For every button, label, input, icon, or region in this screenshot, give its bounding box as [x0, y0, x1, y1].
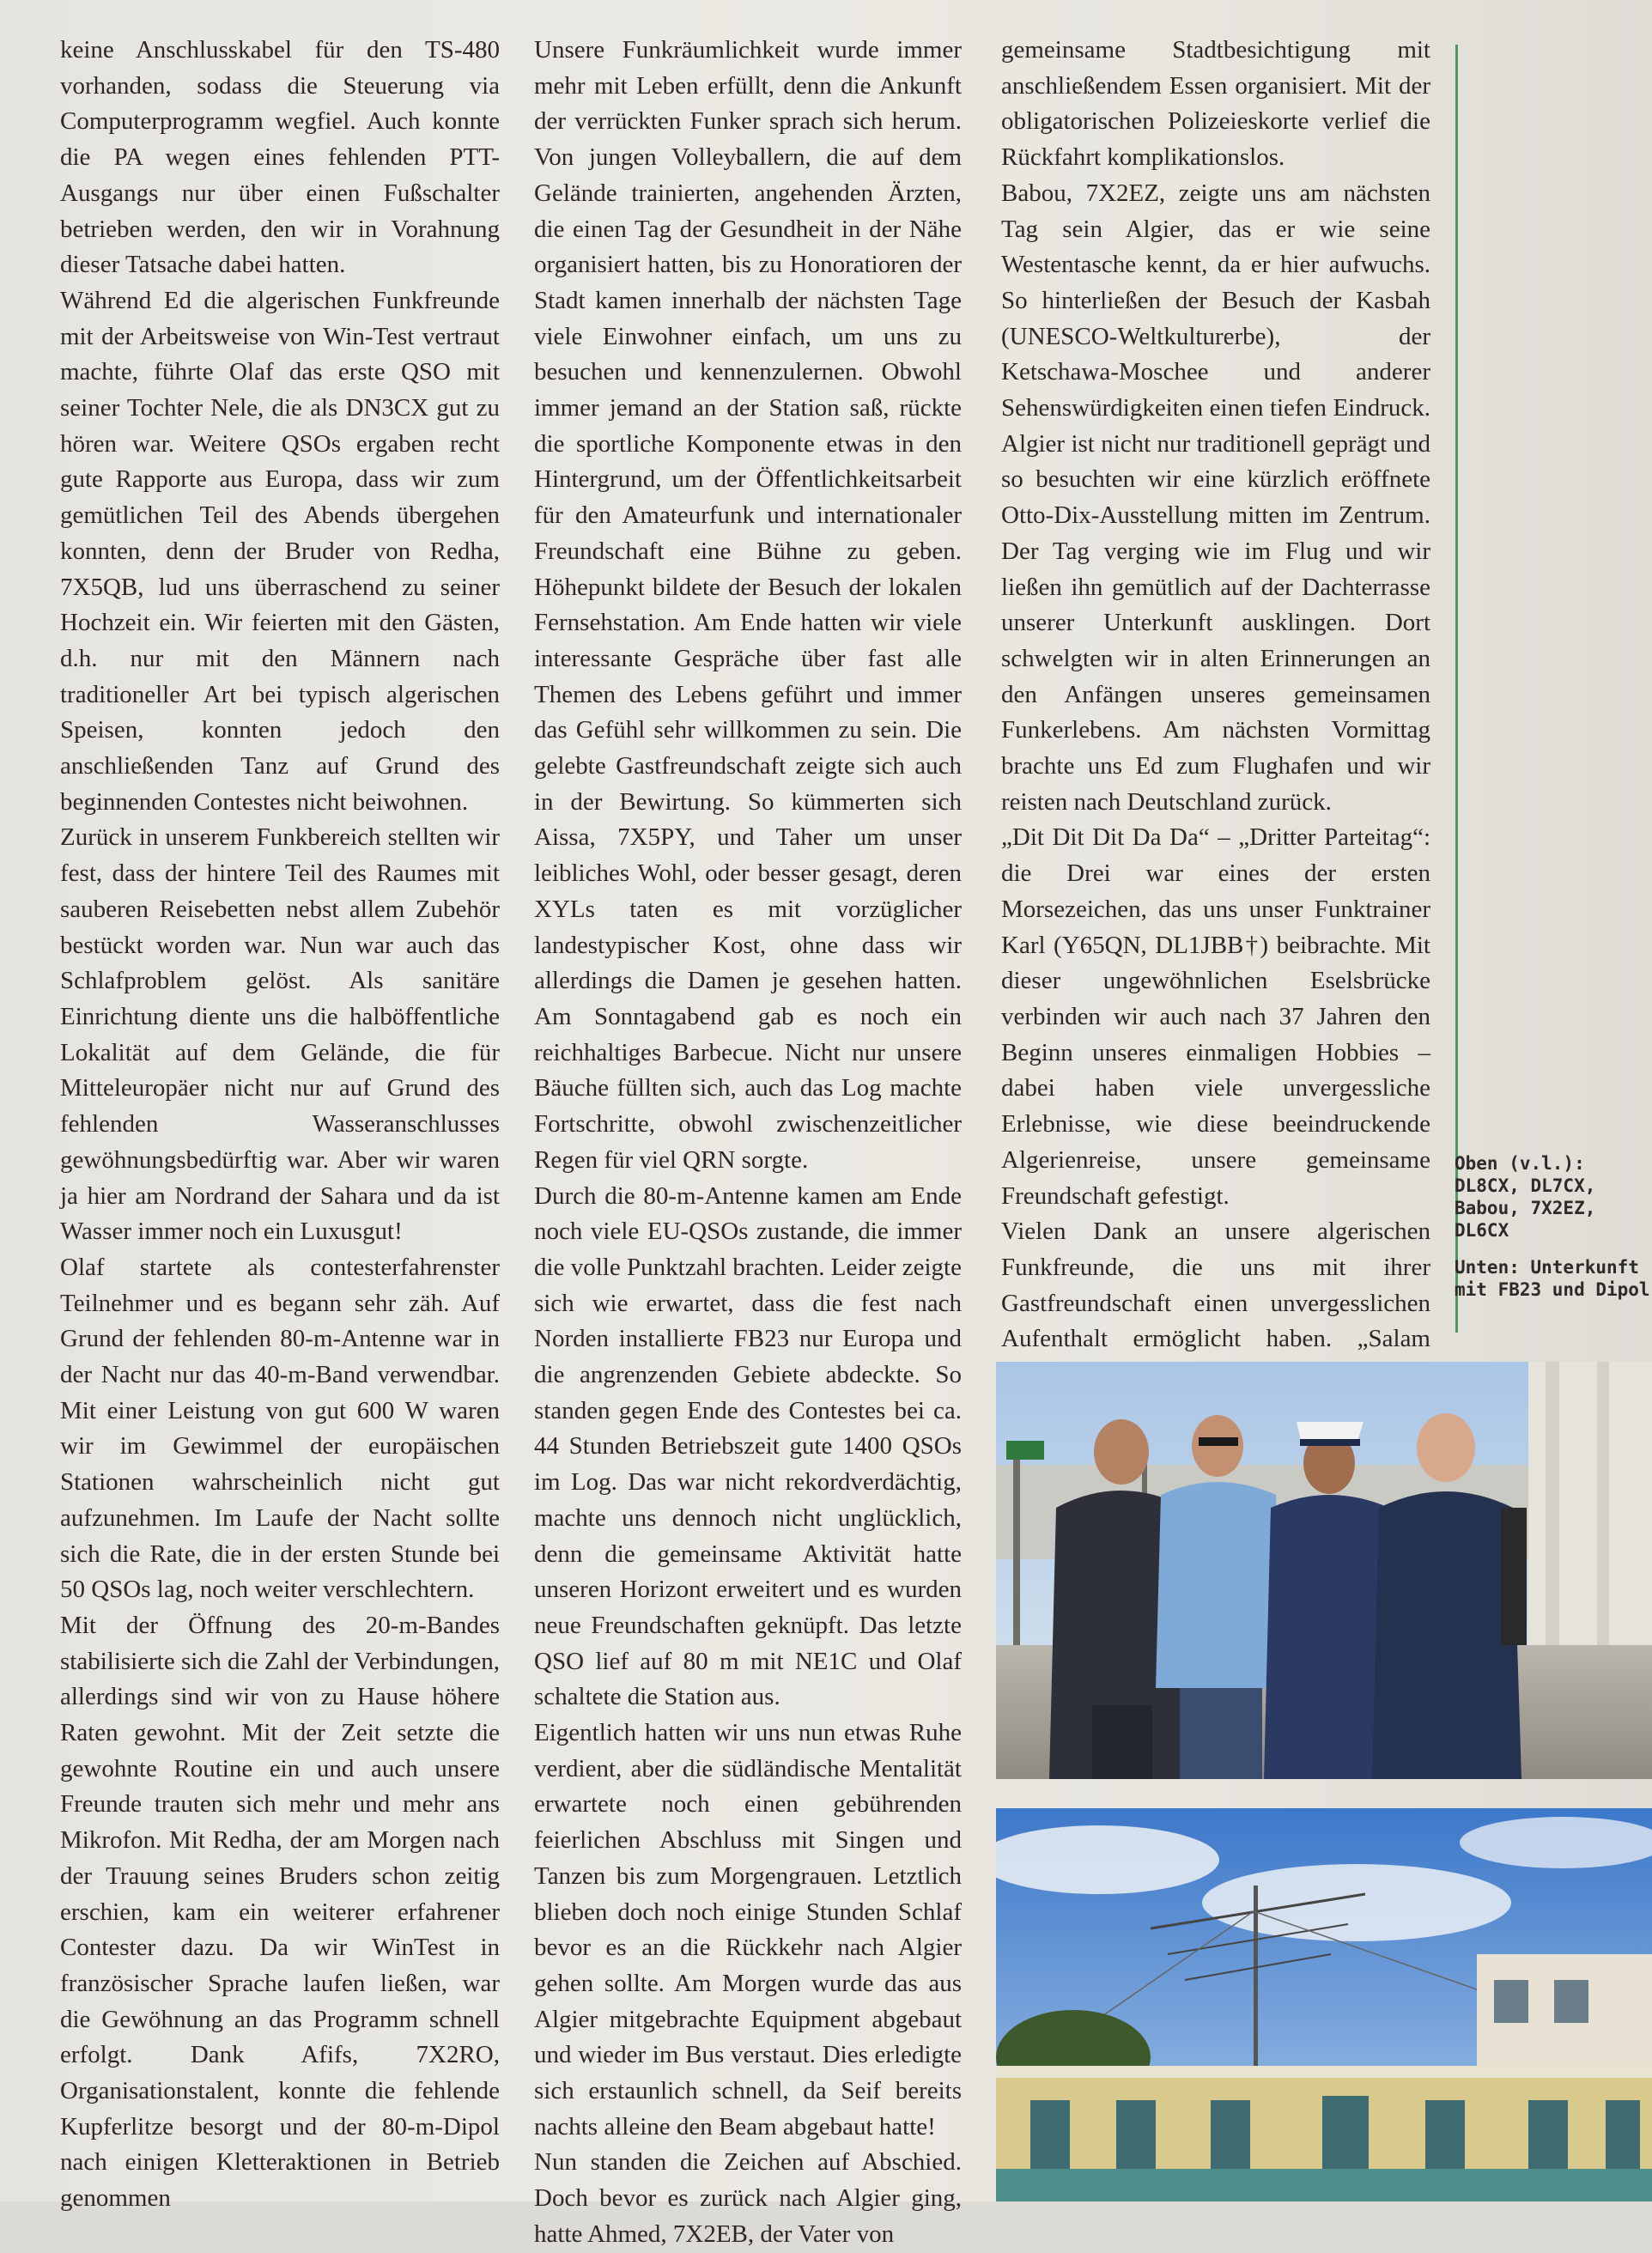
paragraph: Mit der Öffnung des 20-m-Bandes stabilisierte sich die Zahl der Verbindungen, allerdings sind wir von zu Hause höhere Raten gewohnt. Mit der Zeit setzte die gewohnte Routine ein und auch unsere Freunde trauten sich mehr und mehr ans Mikrofon. Mit Redha, der am Morgen nach der Trauung seines Bruders schon zeitig erschien, kam ein weiterer erfahrener Contester dazu. Da wir WinTest in französischer Sprache laufen ließen, war die Gewöhnung an das Programm schnell erfolgt. Dank Afifs, 7X2RO, Organisationstalent, konnte die fehlende Kupferlitze besorgt und der 80-m-Dipol nach einigen Kletteraktionen in Betrieb genommen [60, 1611, 500, 2213]
paragraph: keine Anschlusskabel für den TS-480 vorhanden, sodass die Steuerung via Computerprogramm wegfiel. Auch konnte die PA wegen eines fehlenden PTT-Ausgangs nur über einen Fußschalter betrieben werden, den wir in Vorahnung dieser Tatsache dabei hatten. [60, 36, 500, 279]
caption-top: Oben (v.l.): DL8CX, DL7CX, Babou, 7X2EZ, DL6CX [1455, 1153, 1596, 1241]
closing-text: Vielen Dank an unsere algerischen Funkfreunde, die uns mit ihrer Gastfreundschaft einen unvergesslichen Aufenthalt ermöglicht haben. „Salam [1001, 1218, 1430, 1353]
group-photo [996, 1362, 1652, 1779]
paragraph: Während Ed die algerischen Funkfreunde mit der Arbeitsweise von Win-Test vertraut machte, führte Olaf das erste QSO mit seiner Tochter Nele, die als DN3CX gut zu hören war. Weitere QSOs ergaben recht gute Rapporte aus Europa, dass wir zum gemütlichen Teil des Abends übergehen konnten, denn der Bruder von Redha, 7X5QB, lud uns überraschend zu seiner Hochzeit ein. Wir feierten mit den Gästen, d.h. nur mit den Männern nach traditioneller Art bei typisch algerischen Speisen, konnten jedoch den anschließenden Tanz auf Grund des beginnenden Contestes nicht beiwohnen. [60, 286, 500, 816]
paragraph: gemeinsame Stadtbesichtigung mit anschließendem Essen organisiert. Mit der obligatorischen Polizeieskorte verlief die Rückfahrt komplikationslos. [1001, 36, 1430, 172]
article-column-1 [60, 33, 500, 2217]
paragraph: Eigentlich hatten wir uns nun etwas Ruhe verdient, aber die südländische Mentalität erwartete noch einen gebührenden feierlichen Abschluss mit Singen und Tanzen bis zum Morgengrauen. Letztlich blieben doch noch einige Stunden Schlaf bevor es an die Rückkehr nach Algier gehen sollte. Am Morgen wurde das aus Algier mitgebrachte Equipment abgebaut und wieder im Bus verstaut. Dies erledigte sich erstaunlich schnell, da Seif bereits nachts alleine den Beam abgebaut hatte! [534, 1719, 962, 2141]
article-column-3 [1001, 33, 1430, 1394]
paragraph: „Dit Dit Dit Da Da“ – „Dritter Parteitag“: die Drei war eines der ersten Morsezeichen, das uns unser Funktrainer Karl (Y65QN, DL1JBB†) beibrachte. Mit dieser ungewöhnlichen Eselsbrücke verbinden wir auch nach 37 Jahren den Beginn unseres einmaligen Hobbies – dabei haben viele unvergessliche Erlebnisse, wie diese beeindruckende Algerienreise, unsere gemeinsame Freundschaft gefestigt. [1001, 823, 1430, 1210]
paragraph: Nun standen die Zeichen auf Abschied. Doch bevor es zurück nach Algier ging, hatte Ahmed, 7X2EB, der Vater von [534, 2148, 962, 2248]
paragraph: Zurück in unserem Funkbereich stellten wir fest, dass der hintere Teil des Raumes mit sauberen Reisebetten nebst allem Zubehör bestückt worden war. Nun war auch das Schlafproblem gelöst. Als sanitäre Einrichtung diente uns die halböffentliche Lokalität auf dem Gelände, die für Mitteleuropäer nicht nur auf Grund des fehlenden Wasseranschlusses gewöhnungsbedürftig war. Aber wir waren ja hier am Nordrand der Sahara und da ist Wasser immer noch ein Luxusgut! [60, 823, 500, 1246]
building-photo [996, 1808, 1652, 2201]
caption-bottom: Unten: Unterkunft mit FB23 und Dipol [1455, 1257, 1650, 1300]
article-column-2 [534, 33, 962, 2253]
paragraph: Unsere Funkräumlichkeit wurde immer mehr mit Leben erfüllt, denn die Ankunft der verrückten Funker sprach sich herum. Von jungen Volleyballern, die auf dem Gelände trainierten, angehenden Ärzten, die einen Tag der Gesundheit in der Nähe organisiert hatten, bis zu Honoratioren der Stadt kamen innerhalb der nächsten Tage viele Einwohner einfach, um uns zu besuchen und kennenzulernen. Obwohl immer jemand an der Station saß, rückte die sportliche Komponente etwas in den Hintergrund, um der Öffentlichkeitsarbeit für den Amateurfunk und internationaler Freundschaft eine Bühne zu geben. Höhepunkt bildete der Besuch der lokalen Fernsehstation. Am Ende hatten wir viele interessante Gespräche über fast alle Themen des Lebens geführt und immer das Gefühl sehr willkommen zu sein. Die gelebte Gastfreundschaft zeigte sich auch in der Bewirtung. So kümmerten sich Aissa, 7X5PY, und Taher um unser leibliches Wohl, oder besser gesagt, deren XYLs taten es mit vorzüglicher landestypischer Kost, ohne dass wir allerdings die Damen je gesehen hatten. Am Sonntagabend gab es noch ein reichhaltiges Barbecue. Nicht nur unsere Bäuche füllten sich, auch das Log machte Fortschritte, obwohl zwischenzeitlicher Regen für viel QRN sorgte. [534, 36, 962, 1174]
paragraph: Durch die 80-m-Antenne kamen am Ende noch viele EU-QSOs zustande, die immer die volle Punktzahl brachten. Leider zeigte sich wie erwartet, dass die fest nach Norden installierte FB23 nur Europa und die angrenzenden Gebiete abdeckte. So standen gegen Ende des Contestes bei ca. 44 Stunden Betriebszeit gute 1400 QSOs im Log. Das war nicht rekordverdächtig, machte uns dennoch nicht unglücklich, denn die gemeinsame Aktivität hatte unseren Horizont erweitert und es wurden neue Freundschaften geknüpft. Das letzte QSO lief auf 80 m mit NE1C und Olaf schaltete die Station aus. [534, 1181, 962, 1711]
paragraph: Babou, 7X2EZ, zeigte uns am nächsten Tag sein Algier, das er wie seine Westentasche kennt, da er hier aufwuchs. So hinterließen der Besuch der Kasbah (UNESCO-Weltkulturerbe), der Ketschawa-Moschee und anderer Sehenswürdigkeiten einen tiefen Eindruck. Algier ist nicht nur traditionell geprägt und so besuchten wir eine kürzlich eröffnete Otto-Dix-Ausstellung mitten im Zentrum. Der Tag verging wie im Flug und wir ließen ihn gemütlich auf der Dachterrasse unserer Unterkunft ausklingen. Dort schwelgten wir in alten Erinnerungen an den Anfängen unseres gemeinsamen Funkerlebens. Am nächsten Vormittag brachte uns Ed zum Flughafen und wir reisten nach Deutschland zurück. [1001, 179, 1430, 816]
paragraph: Olaf startete als contesterfahrenster Teilnehmer und es begann sehr zäh. Auf Grund der fehlenden 80-m-Antenne war in der Nacht nur das 40-m-Band verwendbar. Mit einer Leistung von gut 600 W waren wir im Gewimmel der europäischen Stationen wahrscheinlich nicht gut aufzunehmen. Im Laufe der Nacht sollte sich die Rate, die in der ersten Stunde bei 50 QSOs lag, noch weiter verschlechtern. [60, 1253, 500, 1604]
column-divider [1455, 45, 1458, 1333]
